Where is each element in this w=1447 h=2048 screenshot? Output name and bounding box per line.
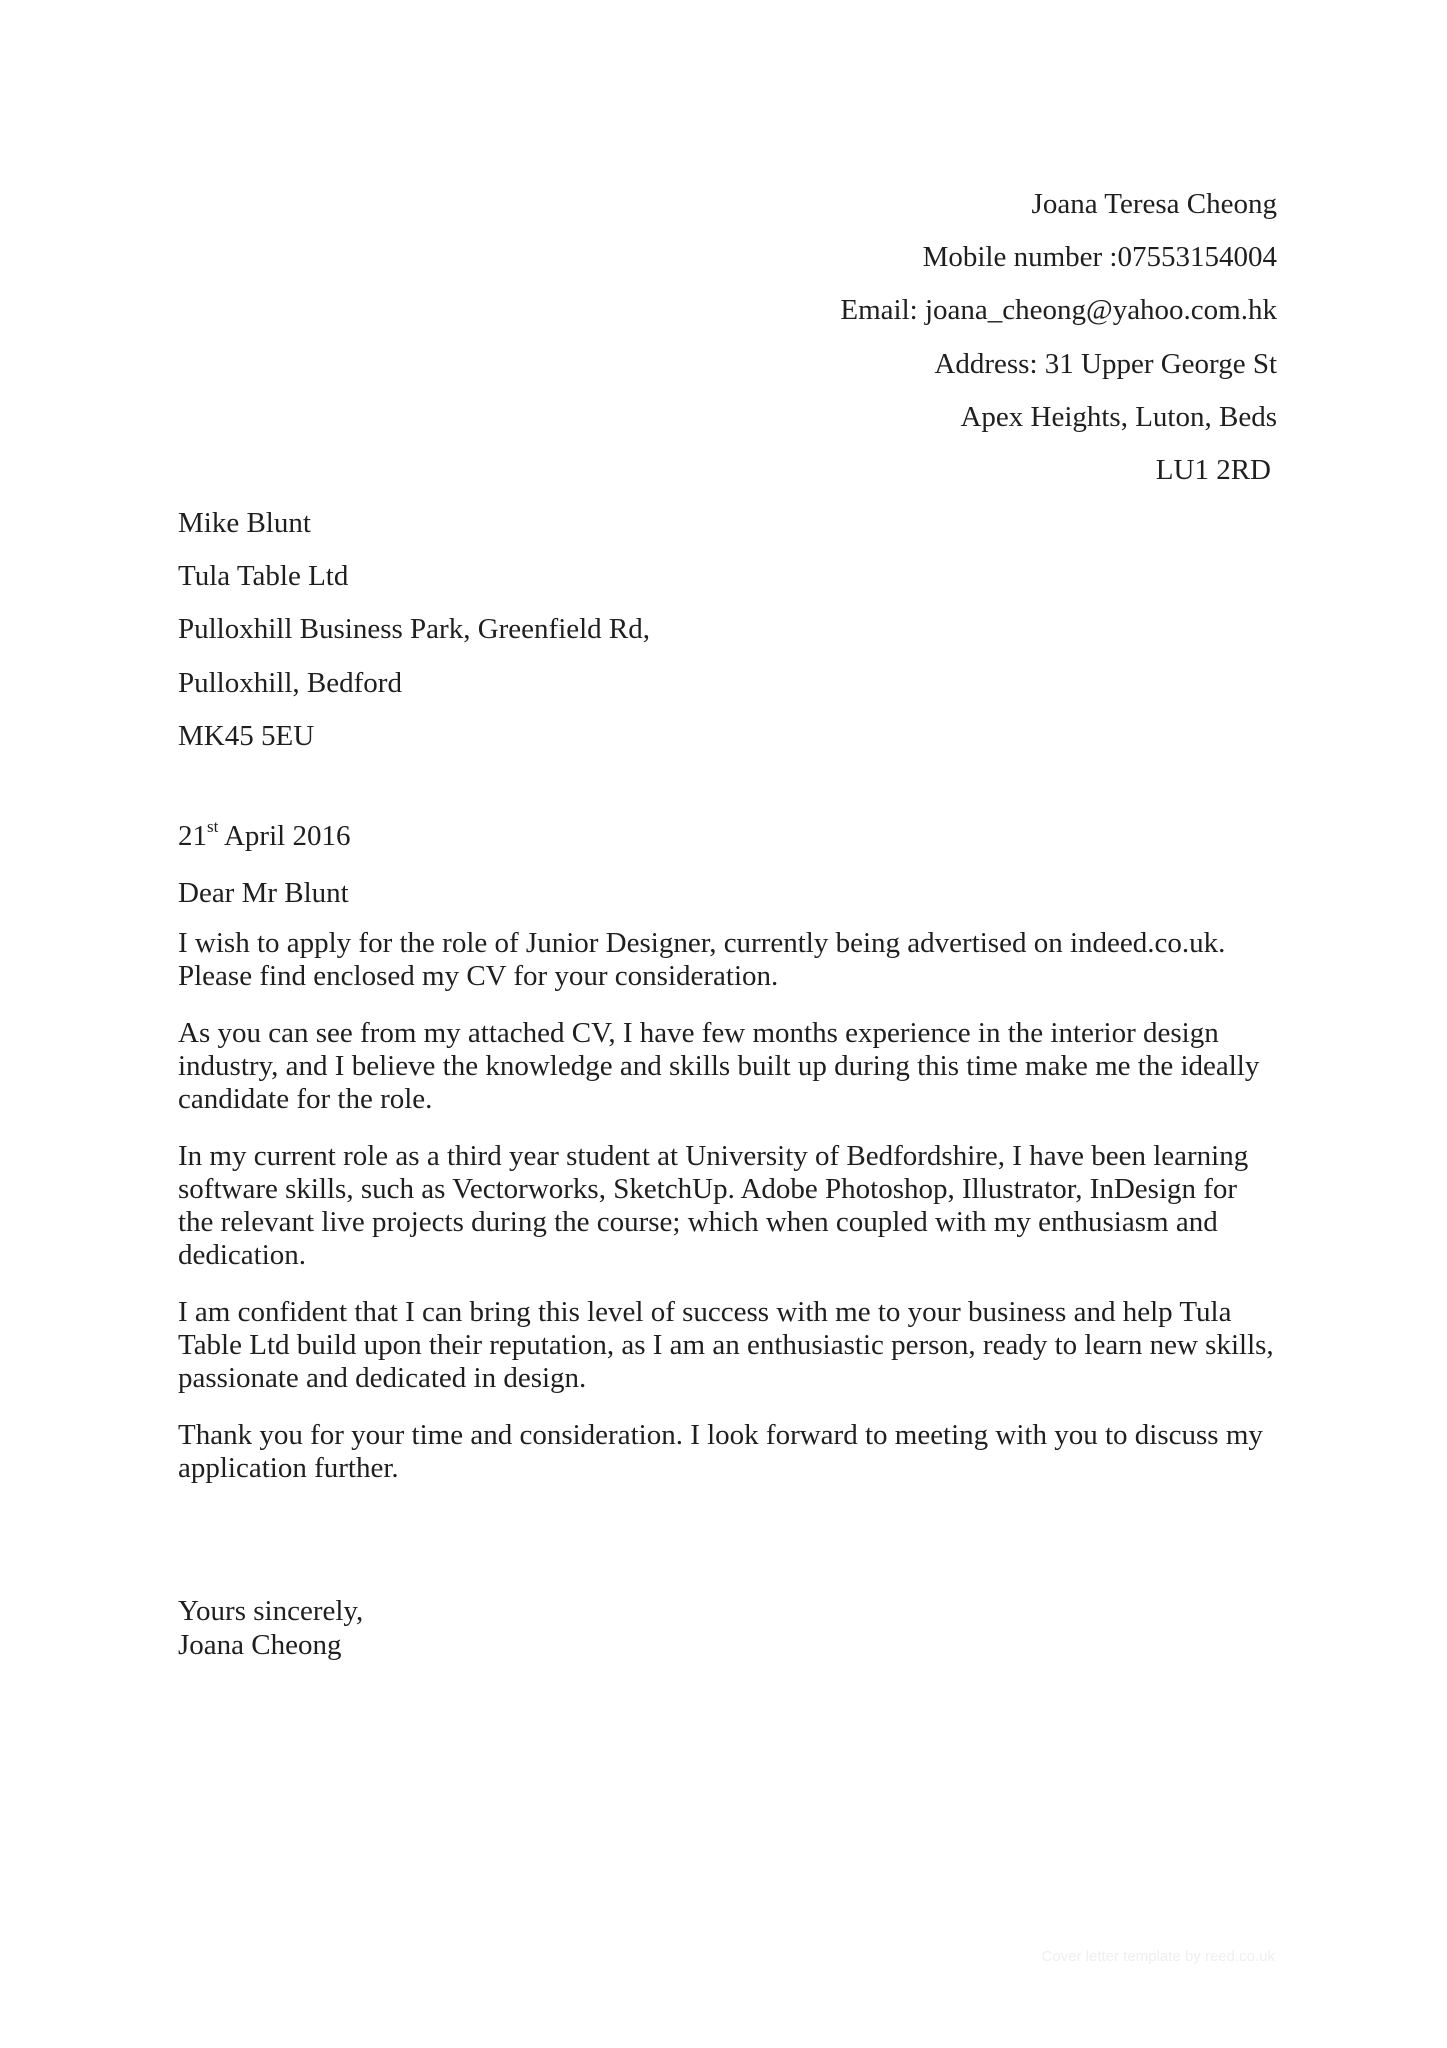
paragraph-line: Table Ltd build upon their reputation, as I am an enthusiastic person, ready to learn new skills, — [178, 1329, 1274, 1361]
recipient-address-line2: Pulloxhill, Bedford — [178, 666, 402, 699]
paragraph-line: As you can see from my attached CV, I have few months experience in the interior design — [178, 1017, 1219, 1049]
date-suffix: st — [207, 817, 219, 836]
sender-postcode: LU1 2RD — [1155, 454, 1271, 487]
paragraph-line: software skills, such as Vectorworks, SketchUp. Adobe Photoshop, Illustrator, InDesign for — [178, 1173, 1238, 1205]
paragraph-line: Please find enclosed my CV for your consideration. — [178, 960, 779, 992]
recipient-postcode: MK45 5EU — [178, 719, 315, 752]
recipient-block — [178, 497, 650, 763]
sender-name: Joana Teresa Cheong — [1031, 188, 1277, 220]
paragraph — [178, 1419, 1298, 1485]
paragraph-line: I am confident that I can bring this level of success with me to your business and help Tula — [178, 1296, 1232, 1328]
date-rest: April 2016 — [218, 820, 351, 852]
paragraph-line: industry, and I believe the knowledge and skills built up during this time make me the ideally — [178, 1050, 1260, 1082]
salutation: Dear Mr Blunt — [178, 877, 349, 909]
sender-address-line2: Apex Heights, Luton, Beds — [960, 400, 1277, 433]
paragraph — [178, 1017, 1298, 1116]
sender-address-line1: Address: 31 Upper George St — [934, 347, 1277, 380]
footer-watermark: Cover letter template by reed.co.uk — [1041, 1948, 1275, 1965]
date-day: 21 — [178, 820, 207, 852]
paragraph-line: the relevant live projects during the course; which when coupled with my enthusiasm and — [178, 1206, 1218, 1238]
paragraph — [178, 927, 1298, 993]
recipient-name: Mike Blunt — [178, 507, 311, 539]
paragraph-line: Thank you for your time and consideration. I look forward to meeting with you to discuss my — [178, 1419, 1263, 1451]
valediction: Yours sincerely, — [178, 1595, 364, 1627]
paragraph — [178, 1296, 1298, 1395]
sender-block — [840, 178, 1277, 497]
paragraph-line: application further. — [178, 1452, 399, 1484]
paragraph-line: passionate and dedicated in design. — [178, 1362, 587, 1394]
paragraph-line: dedication. — [178, 1239, 307, 1271]
sender-mobile: Mobile number :07553154004 — [922, 241, 1277, 274]
paragraph-line: candidate for the role. — [178, 1083, 433, 1115]
recipient-address-line1: Pulloxhill Business Park, Greenfield Rd, — [178, 613, 651, 646]
paragraph-line: In my current role as a third year student at University of Bedfordshire, I have been learning — [178, 1140, 1249, 1172]
sender-email: Email: joana_cheong@yahoo.com.hk — [840, 294, 1277, 327]
letter-date — [178, 816, 350, 856]
letter-body — [178, 927, 1298, 1509]
recipient-company: Tula Table Ltd — [178, 560, 349, 593]
closing-block — [178, 1594, 363, 1662]
paragraph — [178, 1140, 1298, 1272]
signature-name: Joana Cheong — [178, 1629, 342, 1661]
paragraph-line: I wish to apply for the role of Junior Designer, currently being advertised on indeed.co.uk. — [178, 927, 1226, 959]
